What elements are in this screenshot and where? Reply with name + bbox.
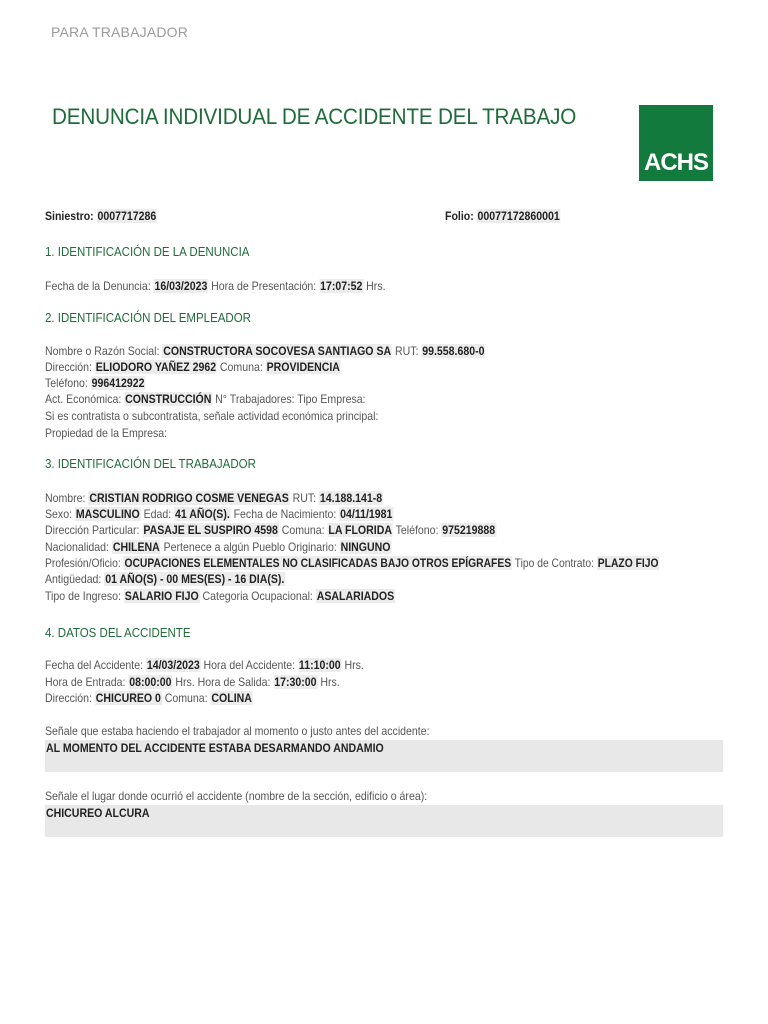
contratista-row (45, 408, 424, 424)
comuna-accidente-label: Comuna: (164, 691, 208, 705)
actividad-label: Act. Económica: (45, 392, 122, 406)
hrs-label: Hrs. (366, 279, 386, 293)
empleador-razon-row (45, 343, 545, 359)
trabajador-direccion-row (45, 522, 558, 538)
accidente-fecha-row (45, 657, 407, 673)
trabajadores-tipo-label: N° Trabajadores: Tipo Empresa: (215, 392, 366, 406)
accidente-direccion-row (45, 690, 281, 706)
direccion-accidente-label: Dirección: (45, 691, 92, 705)
telefono-trabajador-value: 975219888 (442, 523, 496, 537)
propiedad-label: Propiedad de la Empresa: (45, 426, 168, 440)
contrato-value: PLAZO FIJO (597, 556, 659, 570)
pueblo-label: Pertenece a algún Pueblo Originario: (163, 540, 337, 554)
logo-text: ACHS (643, 149, 708, 176)
direccion-particular-label: Dirección Particular: (45, 523, 140, 537)
direccion-particular-value: PASAJE EL SUSPIRO 4598 (143, 523, 278, 537)
hora-salida-label: Hrs. Hora de Salida: (175, 675, 271, 689)
antiguedad-value: 01 AÑO(S) - 00 MES(ES) - 16 DIA(S). (105, 572, 285, 586)
folio-label: Folio: (445, 209, 474, 223)
nacimiento-label: Fecha de Nacimiento: (233, 507, 337, 521)
actividad-answer: AL MOMENTO DEL ACCIDENTE ESTABA DESARMANDO ANDAMIO (46, 741, 384, 755)
categoria-label: Categoria Ocupacional: (202, 589, 313, 603)
nacionalidad-value: CHILENA (112, 540, 160, 554)
trabajador-ingreso-row (45, 588, 443, 604)
actividad-question (45, 723, 482, 739)
accidente-horario-row (45, 674, 380, 690)
lugar-answer-box (45, 805, 723, 837)
comuna-accidente-value: COLINA (211, 691, 252, 705)
lugar-question (45, 788, 479, 804)
section-4-title: 4. DATOS DEL ACCIDENTE (45, 626, 191, 640)
siniestro-row (45, 208, 172, 224)
hora-presentacion-value: 17:07:52 (320, 279, 363, 293)
actividad-question-text: Señale que estaba haciendo el trabajador al momento o justo antes del accidente: (45, 724, 430, 738)
lugar-question-text: Señale el lugar donde ocurrió el accidente (nombre de la sección, edificio o área): (45, 789, 428, 803)
hora-entrada-label: Hora de Entrada: (45, 675, 126, 689)
nombre-value: CRISTIAN RODRIGO COSME VENEGAS (89, 491, 289, 505)
hora-presentacion-label: Hora de Presentación: (211, 279, 317, 293)
direccion-empleador-value: ELIODORO YAÑEZ 2962 (95, 360, 217, 374)
comuna-trabajador-value: LA FLORIDA (328, 523, 392, 537)
fecha-accidente-label: Fecha del Accidente: (45, 658, 144, 672)
rut-empleador-value: 99.558.680-0 (422, 344, 485, 358)
rut-trabajador-value: 14.188.141-8 (319, 491, 383, 505)
trabajador-sexo-row (45, 506, 441, 522)
profesion-value: OCUPACIONES ELEMENTALES NO CLASIFICADAS BAJO OTROS EPÍGRAFES (124, 556, 512, 570)
trabajador-nombre-row (45, 490, 429, 506)
direccion-empleador-label: Dirección: (45, 360, 92, 374)
rut-empleador-label: RUT: (394, 344, 419, 358)
razon-value: CONSTRUCTORA SOCOVESA SANTIAGO SA (163, 344, 392, 358)
rut-trabajador-label: RUT: (292, 491, 317, 505)
sexo-value: MASCULINO (75, 507, 140, 521)
antiguedad-label: Antigüedad: (45, 572, 102, 586)
hora-entrada-value: 08:00:00 (129, 675, 172, 689)
razon-label: Nombre o Razón Social: (45, 344, 160, 358)
trabajador-nacionalidad-row (45, 539, 439, 555)
comuna-empleador-label: Comuna: (219, 360, 263, 374)
comuna-empleador-value: PROVIDENCIA (266, 360, 340, 374)
actividad-answer-box (45, 740, 723, 772)
nacionalidad-label: Nacionalidad: (45, 540, 109, 554)
telefono-trabajador-label: Teléfono: (395, 523, 439, 537)
section-1-title: 1. IDENTIFICACIÓN DE LA DENUNCIA (45, 245, 250, 259)
edad-label: Edad: (143, 507, 172, 521)
nacimiento-value: 04/11/1981 (340, 507, 393, 521)
document-title: DENUNCIA INDIVIDUAL DE ACCIDENTE DEL TRABAJO (52, 104, 577, 129)
telefono-empleador-value: 996412922 (91, 376, 145, 390)
fecha-accidente-value: 14/03/2023 (146, 658, 200, 672)
section-3-title: 3. IDENTIFICACIÓN DEL TRABAJADOR (45, 457, 256, 471)
trabajador-antiguedad-row (45, 571, 318, 587)
direccion-accidente-value: CHICUREO 0 (95, 691, 161, 705)
profesion-label: Profesión/Oficio: (45, 556, 121, 570)
contratista-label: Si es contratista o subcontratista, señale actividad económica principal: (45, 409, 379, 423)
ingreso-label: Tipo de Ingreso: (45, 589, 121, 603)
hrs-salida-label: Hrs. (320, 675, 340, 689)
siniestro-label: Siniestro: (45, 209, 94, 223)
telefono-empleador-label: Teléfono: (45, 376, 88, 390)
empleador-telefono-row (45, 375, 159, 391)
hrs-accidente-label: Hrs. (344, 658, 364, 672)
propiedad-row (45, 425, 184, 441)
fecha-denuncia-label: Fecha de la Denuncia: (45, 279, 151, 293)
achs-logo (639, 105, 713, 181)
contrato-label: Tipo de Contrato: (514, 556, 595, 570)
denuncia-row (45, 278, 432, 294)
lugar-answer: CHICUREO ALCURA (46, 806, 150, 820)
fecha-denuncia-value: 16/03/2023 (154, 279, 208, 293)
pueblo-value: NINGUNO (340, 540, 391, 554)
folio-value: 00077172860001 (477, 209, 560, 223)
empleador-actividad-row (45, 391, 409, 407)
hora-accidente-label: Hora del Accidente: (203, 658, 296, 672)
actividad-value: CONSTRUCCIÓN (125, 392, 212, 406)
categoria-value: ASALARIADOS (316, 589, 395, 603)
trabajador-profesion-row (45, 555, 759, 571)
empleador-direccion-row (45, 359, 381, 375)
hora-salida-value: 17:30:00 (274, 675, 317, 689)
section-2-title: 2. IDENTIFICACIÓN DEL EMPLEADOR (45, 311, 251, 325)
folio-row (445, 208, 576, 224)
hora-accidente-value: 11:10:00 (298, 658, 341, 672)
nombre-label: Nombre: (45, 491, 86, 505)
edad-value: 41 AÑO(S). (175, 507, 230, 521)
document-copy-label: PARA TRABAJADOR (51, 24, 189, 40)
sexo-label: Sexo: (45, 507, 73, 521)
siniestro-value: 0007717286 (97, 209, 157, 223)
ingreso-value: SALARIO FIJO (124, 589, 199, 603)
comuna-trabajador-label: Comuna: (281, 523, 325, 537)
